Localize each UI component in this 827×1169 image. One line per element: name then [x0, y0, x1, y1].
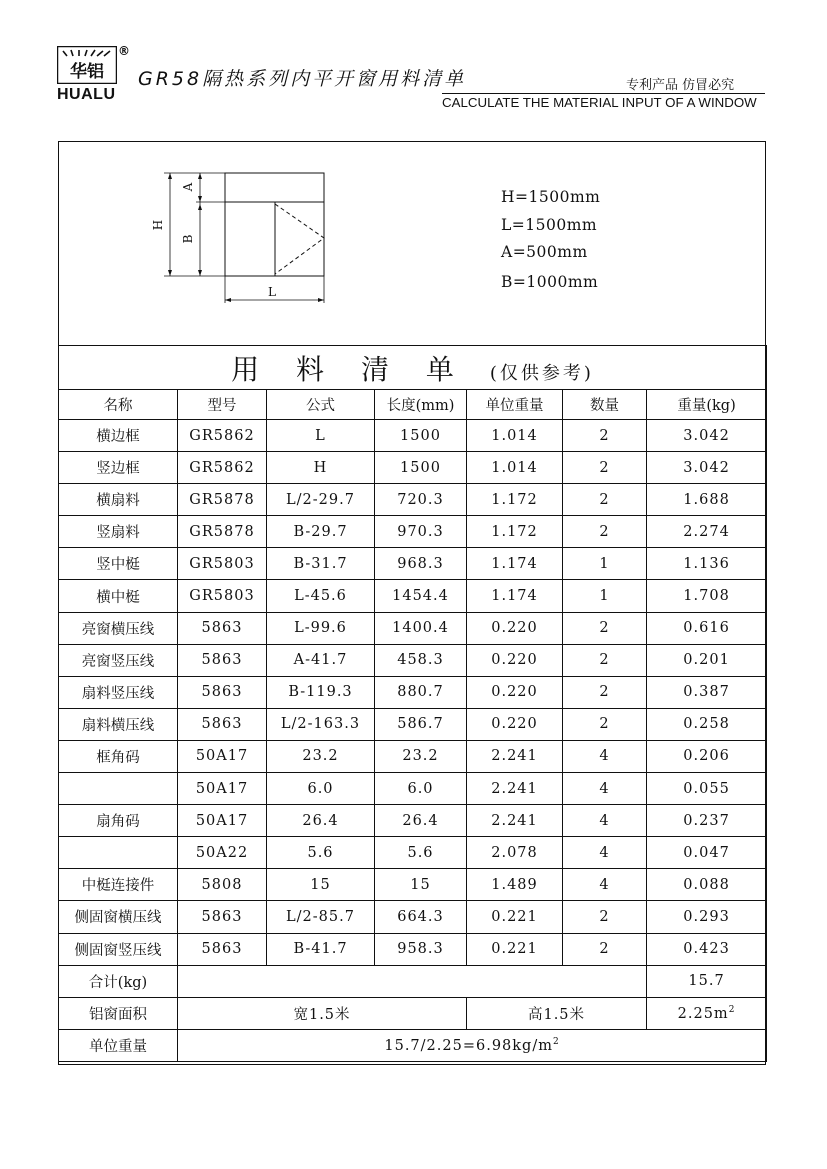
row-formula: B-31.7: [267, 548, 375, 580]
registered-mark: ®: [118, 44, 130, 58]
table-title-cell: [59, 346, 767, 390]
row-weight: 0.423: [647, 933, 767, 965]
header-model: 型号: [178, 390, 267, 420]
row-unit-weight: 1.014: [467, 420, 563, 452]
row-quantity: 2: [563, 676, 647, 708]
row-name: 扇料竖压线: [59, 676, 178, 708]
area-height: 高1.5米: [467, 997, 647, 1029]
table-row: [59, 869, 767, 901]
table-row: [59, 452, 767, 484]
row-name: 竖中梃: [59, 548, 178, 580]
row-formula: B-29.7: [267, 516, 375, 548]
row-length: 5.6: [375, 837, 467, 869]
row-name: 横边框: [59, 420, 178, 452]
row-length: 15: [375, 869, 467, 901]
row-unit-weight: 2.241: [467, 740, 563, 772]
row-formula: H: [267, 452, 375, 484]
row-name: 竖边框: [59, 452, 178, 484]
row-quantity: 1: [563, 580, 647, 612]
row-length: 958.3: [375, 933, 467, 965]
header-quantity: 数量: [563, 390, 647, 420]
dim-label-l: L: [268, 285, 276, 299]
row-weight: 0.237: [647, 805, 767, 837]
table-row: [59, 740, 767, 772]
row-length: 970.3: [375, 516, 467, 548]
row-model: GR5803: [178, 548, 267, 580]
row-formula: L: [267, 420, 375, 452]
row-model: 5863: [178, 612, 267, 644]
row-unit-weight: 1.489: [467, 869, 563, 901]
row-weight: 1.688: [647, 484, 767, 516]
dim-label-a: A: [181, 182, 195, 192]
row-formula: A-41.7: [267, 644, 375, 676]
table-row: [59, 901, 767, 933]
unit-weight-cell: [178, 1029, 767, 1061]
header-formula: 公式: [267, 390, 375, 420]
row-formula: L-45.6: [267, 580, 375, 612]
row-formula: L-99.6: [267, 612, 375, 644]
table-row: [59, 708, 767, 740]
unit-weight-label: 单位重量: [59, 1029, 178, 1061]
area-value: 2.25m: [677, 1005, 729, 1022]
row-name: 横扇料: [59, 484, 178, 516]
row-quantity: 2: [563, 708, 647, 740]
row-name: 侧固窗竖压线: [59, 933, 178, 965]
table-row: [59, 837, 767, 869]
row-unit-weight: 1.174: [467, 548, 563, 580]
row-weight: 0.616: [647, 612, 767, 644]
row-name: 亮窗横压线: [59, 612, 178, 644]
total-value: 15.7: [647, 965, 767, 997]
row-formula: L/2-29.7: [267, 484, 375, 516]
total-row: [59, 965, 767, 997]
row-model: GR5878: [178, 516, 267, 548]
row-quantity: 4: [563, 805, 647, 837]
row-length: 664.3: [375, 901, 467, 933]
table-row: [59, 484, 767, 516]
row-name: 横中梃: [59, 580, 178, 612]
row-length: 1500: [375, 452, 467, 484]
row-length: 1500: [375, 420, 467, 452]
unit-weight-sup: 2: [552, 1036, 560, 1047]
row-weight: 1.136: [647, 548, 767, 580]
row-model: 5808: [178, 869, 267, 901]
row-model: 50A17: [178, 740, 267, 772]
row-unit-weight: 0.220: [467, 612, 563, 644]
table-row: [59, 516, 767, 548]
area-row: [59, 997, 767, 1029]
row-quantity: 4: [563, 837, 647, 869]
table-row: [59, 773, 767, 805]
row-unit-weight: 1.014: [467, 452, 563, 484]
row-model: GR5878: [178, 484, 267, 516]
unit-weight-row: [59, 1029, 767, 1061]
dimension-l: L=1500mm: [501, 216, 598, 234]
row-formula: 23.2: [267, 740, 375, 772]
material-list-table: [58, 345, 767, 1062]
row-name: 框角码: [59, 740, 178, 772]
row-length: 6.0: [375, 773, 467, 805]
row-model: GR5803: [178, 580, 267, 612]
row-weight: 0.088: [647, 869, 767, 901]
dimension-a: A=500mm: [501, 243, 588, 261]
row-formula: 6.0: [267, 773, 375, 805]
total-label: 合计(kg): [59, 965, 178, 997]
row-weight: 0.201: [647, 644, 767, 676]
header-unit-weight: 单位重量: [467, 390, 563, 420]
header-length: 长度(mm): [375, 390, 467, 420]
table-title-row: [59, 346, 767, 390]
dimension-h: H=1500mm: [501, 188, 601, 206]
area-value-cell: [647, 997, 767, 1029]
row-unit-weight: 0.220: [467, 644, 563, 676]
row-quantity: 2: [563, 452, 647, 484]
table-row: [59, 933, 767, 965]
table-row: [59, 548, 767, 580]
row-formula: B-119.3: [267, 676, 375, 708]
area-width: 宽1.5米: [178, 997, 467, 1029]
row-weight: 2.274: [647, 516, 767, 548]
table-row: [59, 612, 767, 644]
row-name: 扇料横压线: [59, 708, 178, 740]
row-weight: 0.258: [647, 708, 767, 740]
total-spacer: [178, 965, 647, 997]
row-model: 50A22: [178, 837, 267, 869]
row-model: 5863: [178, 644, 267, 676]
row-name: [59, 773, 178, 805]
table-row: [59, 676, 767, 708]
row-unit-weight: 2.241: [467, 805, 563, 837]
row-length: 880.7: [375, 676, 467, 708]
row-unit-weight: 0.221: [467, 933, 563, 965]
row-unit-weight: 0.221: [467, 901, 563, 933]
row-quantity: 2: [563, 612, 647, 644]
dimension-b: B=1000mm: [501, 273, 599, 291]
row-quantity: 2: [563, 484, 647, 516]
area-unit-sup: 2: [728, 1004, 736, 1015]
row-formula: B-41.7: [267, 933, 375, 965]
table-title: 用 料 清 单: [231, 352, 468, 386]
row-formula: L/2-163.3: [267, 708, 375, 740]
dim-label-h: H: [151, 219, 165, 231]
logo-cn-text: 华铝: [70, 62, 104, 82]
logo-en-text: HUALU: [57, 86, 116, 103]
row-weight: 0.206: [647, 740, 767, 772]
row-model: GR5862: [178, 452, 267, 484]
row-quantity: 4: [563, 740, 647, 772]
row-length: 26.4: [375, 805, 467, 837]
area-label: 铝窗面积: [59, 997, 178, 1029]
row-formula: 15: [267, 869, 375, 901]
table-row: [59, 420, 767, 452]
row-model: 5863: [178, 676, 267, 708]
row-name: 扇角码: [59, 805, 178, 837]
row-length: 23.2: [375, 740, 467, 772]
row-length: 1454.4: [375, 580, 467, 612]
company-logo: [57, 46, 117, 84]
row-length: 1400.4: [375, 612, 467, 644]
row-model: 50A17: [178, 805, 267, 837]
row-quantity: 2: [563, 901, 647, 933]
row-weight: 0.387: [647, 676, 767, 708]
row-length: 720.3: [375, 484, 467, 516]
row-model: 50A17: [178, 773, 267, 805]
row-name: 竖扇料: [59, 516, 178, 548]
row-weight: 3.042: [647, 452, 767, 484]
row-unit-weight: 2.078: [467, 837, 563, 869]
row-weight: 3.042: [647, 420, 767, 452]
table-row: [59, 580, 767, 612]
row-formula: L/2-85.7: [267, 901, 375, 933]
row-name: [59, 837, 178, 869]
dim-label-b: B: [181, 234, 195, 244]
row-length: 968.3: [375, 548, 467, 580]
row-weight: 1.708: [647, 580, 767, 612]
table-row: [59, 805, 767, 837]
row-quantity: 2: [563, 933, 647, 965]
row-quantity: 2: [563, 644, 647, 676]
header-name: 名称: [59, 390, 178, 420]
english-subtitle: CALCULATE THE MATERIAL INPUT OF A WINDOW: [442, 95, 757, 110]
row-quantity: 4: [563, 773, 647, 805]
patent-notice: 专利产品 仿冒必究: [626, 78, 735, 93]
window-diagram: [150, 170, 340, 309]
row-formula: 26.4: [267, 805, 375, 837]
row-weight: 0.047: [647, 837, 767, 869]
row-length: 458.3: [375, 644, 467, 676]
row-model: 5863: [178, 708, 267, 740]
row-formula: 5.6: [267, 837, 375, 869]
document-title: GR58隔热系列内平开窗用料清单: [138, 68, 467, 90]
row-unit-weight: 1.174: [467, 580, 563, 612]
row-name: 中梃连接件: [59, 869, 178, 901]
row-length: 586.7: [375, 708, 467, 740]
row-quantity: 4: [563, 869, 647, 901]
unit-weight-value: 15.7/2.25=6.98kg/m: [384, 1037, 553, 1054]
row-name: 侧固窗横压线: [59, 901, 178, 933]
row-weight: 0.055: [647, 773, 767, 805]
row-quantity: 1: [563, 548, 647, 580]
table-note: (仅供参考): [489, 362, 594, 384]
table-header-row: [59, 390, 767, 420]
row-unit-weight: 0.220: [467, 676, 563, 708]
row-unit-weight: 2.241: [467, 773, 563, 805]
row-unit-weight: 1.172: [467, 484, 563, 516]
row-unit-weight: 0.220: [467, 708, 563, 740]
table-row: [59, 644, 767, 676]
header-weight: 重量(kg): [647, 390, 767, 420]
row-quantity: 2: [563, 420, 647, 452]
row-name: 亮窗竖压线: [59, 644, 178, 676]
row-model: GR5862: [178, 420, 267, 452]
header-rule: [442, 93, 765, 94]
row-model: 5863: [178, 933, 267, 965]
row-weight: 0.293: [647, 901, 767, 933]
row-model: 5863: [178, 901, 267, 933]
row-quantity: 2: [563, 516, 647, 548]
row-unit-weight: 1.172: [467, 516, 563, 548]
